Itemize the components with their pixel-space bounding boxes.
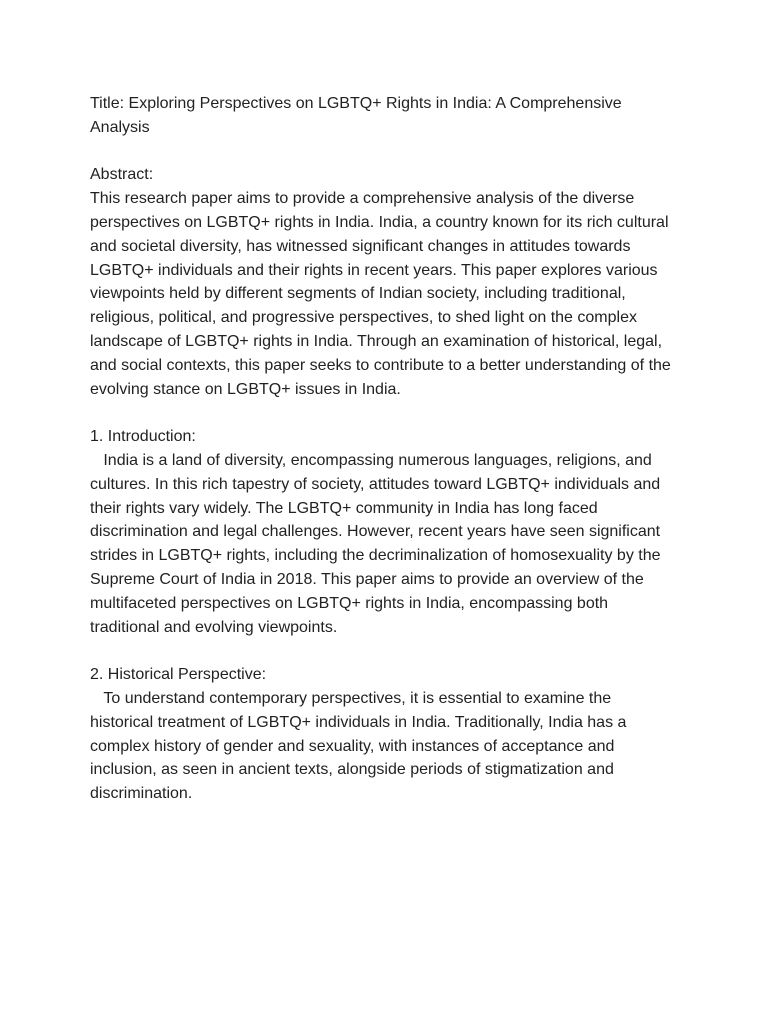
- section-heading-introduction: 1. Introduction:: [90, 428, 196, 446]
- abstract-heading: Abstract:: [90, 166, 154, 184]
- spacer: [90, 401, 678, 425]
- spacer: [90, 140, 678, 164]
- document-title: Title: Exploring Perspectives on LGBTQ+ Rights in India: A Comprehensive Analysis: [90, 95, 626, 136]
- section-heading-historical: 2. Historical Perspective:: [90, 666, 267, 684]
- abstract-body: This research paper aims to provide a comprehensive analysis of the diverse perspectives on LGBTQ+ rights in India. India, a country known for its rich cultural and societal diversity, has witnessed significant changes in attitudes towards LGBTQ+ individuals and their rights in recent years. This paper explores various viewpoints held by different segments of Indian society, including traditional, religious, political, and progressive perspectives, to shed light on the complex landscape of LGBTQ+ rights in India. Through an examination of historical, legal, and social contexts, this paper seeks to contribute to a better understanding of the evolving stance on LGBTQ+ issues in India.: [90, 190, 676, 398]
- section-body-introduction: India is a land of diversity, encompassing numerous languages, religions, and cultures. In this rich tapestry of society, attitudes toward LGBTQ+ individuals and their rights vary widely. The LGBTQ+ community in India has long faced discrimination and legal challenges. However, recent years have seen significant strides in LGBTQ+ rights, including the decriminalization of homosexuality by the Supreme Court of India in 2018. This paper aims to provide an overview of the multifaceted perspectives on LGBTQ+ rights in India, encompassing both traditional and evolving viewpoints.: [90, 451, 665, 636]
- section-body-historical: To understand contemporary perspectives, it is essential to examine the historical treatment of LGBTQ+ individuals in India. Traditionally, India has a complex history of gender and sexuality, with instances of acceptance and inclusion, as seen in ancient texts, alongside periods of stigmatization and discrimination.: [90, 689, 631, 803]
- spacer: [90, 639, 678, 663]
